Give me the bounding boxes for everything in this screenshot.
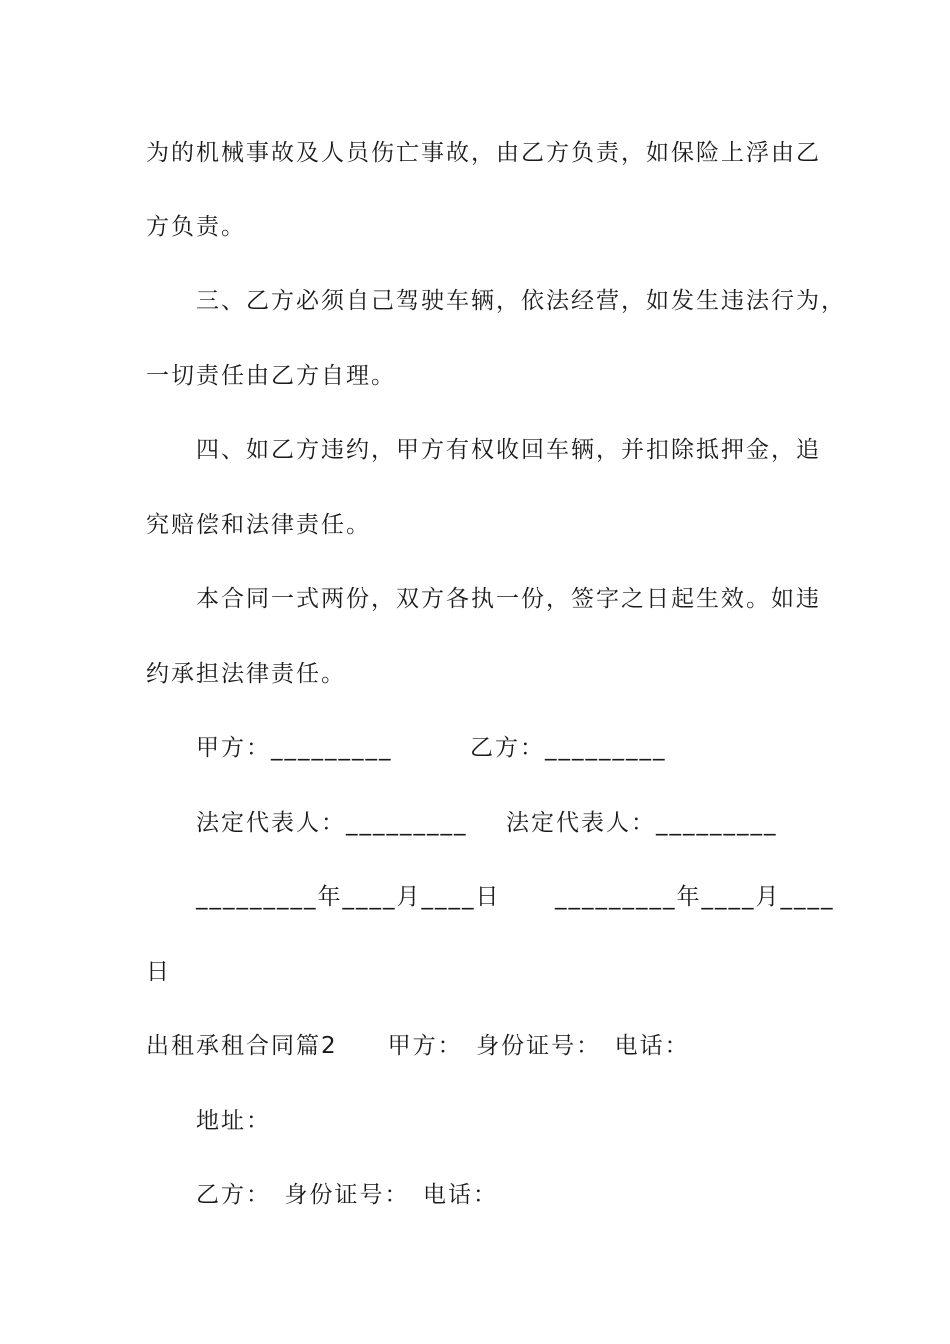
section-heading: 出租承租合同篇2 甲方： 身份证号： 电话： <box>146 1033 690 1059</box>
paragraph-line: 本合同一式两份，双方各执一份，签字之日起生效。如违 <box>196 586 821 612</box>
paragraph-line: 究赔偿和法律责任。 <box>146 512 371 538</box>
party-b-info-line: 乙方： 身份证号： 电话： <box>196 1182 498 1208</box>
party-a-representative: 法定代表人：_________ <box>196 810 468 836</box>
paragraph-line: 约承担法律责任。 <box>146 661 346 687</box>
party-b-signature: 乙方：_________ <box>470 735 667 761</box>
party-b-date: _________年____月____ <box>555 884 835 910</box>
paragraph-line: 为的机械事故及人员伤亡事故，由乙方负责，如保险上浮由乙 <box>146 140 821 166</box>
paragraph-line: 方负责。 <box>146 214 246 240</box>
paragraph-line: 一切责任由乙方自理。 <box>146 363 396 389</box>
paragraph-line: 三、乙方必须自己驾驶车辆，依法经营，如发生违法行为， <box>196 288 846 314</box>
party-b-representative: 法定代表人：_________ <box>506 810 778 836</box>
paragraph-line: 四、如乙方违约，甲方有权收回车辆，并扣除抵押金，追 <box>196 437 821 463</box>
party-a-signature: 甲方：_________ <box>196 735 393 761</box>
party-a-date: _________年____月____日 <box>196 884 501 910</box>
address-line: 地址： <box>196 1108 271 1134</box>
party-b-date-day: 日 <box>146 959 171 985</box>
